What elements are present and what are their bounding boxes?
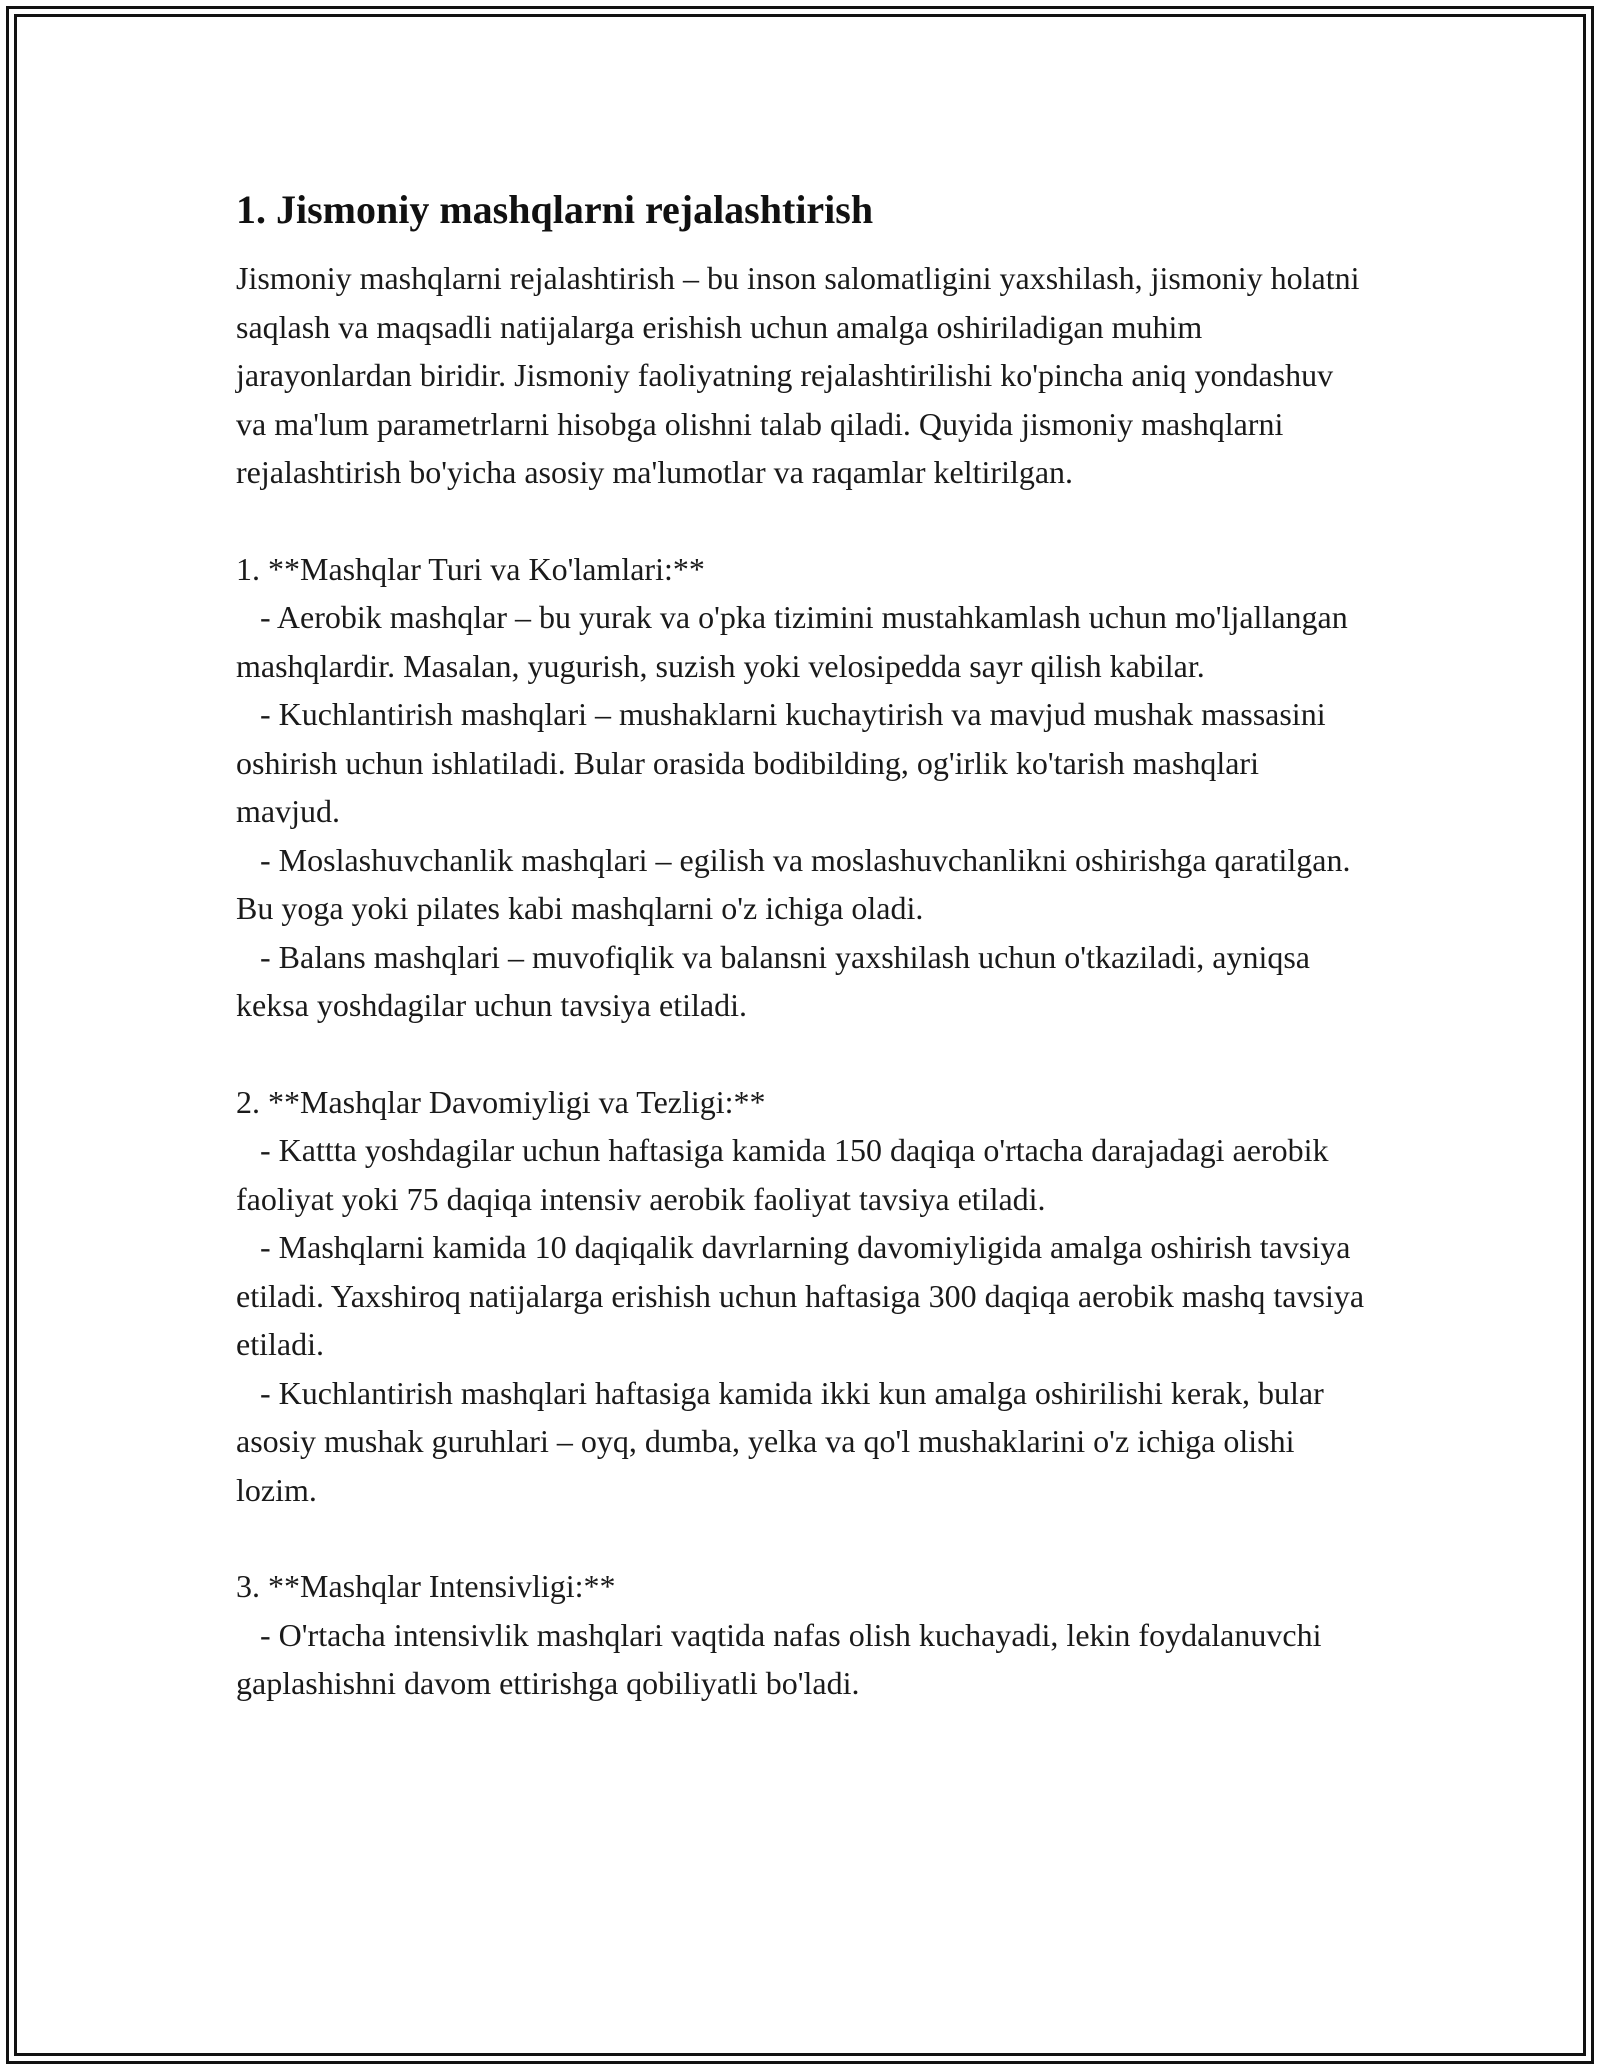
section-spacer <box>236 1030 1366 1078</box>
list-item: - Kuchlantirish mashqlari – mushaklarni kuchaytirish va mavjud mushak massasini oshirish uchun ishlatiladi. Bular orasida bodibilding, og'irlik ko'tarish mashqlari mavjud. <box>236 696 1334 829</box>
section-intensity <box>236 1562 1366 1708</box>
section-heading: 3. **Mashqlar Intensivligi:** <box>236 1568 616 1604</box>
document-body <box>236 186 1373 1708</box>
list-item: - O'rtacha intensivlik mashqlari vaqtida nafas olish kuchayadi, lekin foydalanuvchi gaplashishni davom ettirishga qobiliyatli bo'ladi. <box>236 1616 1330 1701</box>
section-spacer <box>236 1514 1366 1562</box>
section-duration <box>236 1078 1373 1515</box>
list-item: - Mashqlarni kamida 10 daqiqalik davrlarning davomiyligida amalga oshirish tavsiya etiladi. Yaxshiroq natijalarga erishish uchun haftasiga 300 daqiqa aerobik mashq tavsiya etiladi. <box>236 1229 1373 1362</box>
list-item: - Kuchlantirish mashqlari haftasiga kamida ikki kun amalga oshirilishi kerak, bular asosiy mushak guruhlari – oyq, dumba, yelka va qo'l mushaklarini o'z ichiga olishi lozim. <box>236 1374 1332 1508</box>
document-title: 1. Jismoniy mashqlarni rejalashtirish <box>236 187 874 232</box>
section-heading: 2. **Mashqlar Davomiyligi va Tezligi:** <box>236 1083 766 1120</box>
list-item: - Kattta yoshdagilar uchun haftasiga kamida 150 daqiqa o'rtacha darajadagi aerobik faoliyat yoki 75 daqiqa intensiv aerobik faoliyat tavsiya etiladi. <box>236 1132 1337 1217</box>
intro-paragraph: Jismoniy mashqlarni rejalashtirish – bu inson salomatligini yaxshilash, jismoniy holatni saqlash va maqsadli natijalarga erishish uchun amalga oshiriladigan muhim jarayonlardan biridir. Jismoniy faoliyatning rejalashtirilishi ko'pincha aniq yondashuv va ma'lum parametrlarni hisobga olishni talab qiladi. Quyida jismoniy mashqlarni rejalashtirish bo'yicha asosiy ma'lumotlar va raqamlar keltirilgan. <box>236 260 1368 490</box>
section-spacer <box>236 497 1366 545</box>
list-item: - Moslashuvchanlik mashqlari – egilish va moslashuvchanlikni oshirishga qaratilgan. Bu yoga yoki pilates kabi mashqlarni o'z ichiga oladi. <box>236 841 1359 926</box>
list-item: - Aerobik mashqlar – bu yurak va o'pka tizimini mustahkamlash uchun mo'ljallangan mashqlardir. Masalan, yugurish, suzish yoki velosipedda sayr qilish kabilar. <box>236 599 1356 684</box>
section-exercise-types <box>236 545 1366 1030</box>
section-heading: 1. **Mashqlar Turi va Ko'lamlari:** <box>236 550 705 587</box>
list-item: - Balans mashqlari – muvofiqlik va balansni yaxshilash uchun o'tkaziladi, ayniqsa keksa yoshdagilar uchun tavsiya etiladi. <box>236 938 1318 1023</box>
